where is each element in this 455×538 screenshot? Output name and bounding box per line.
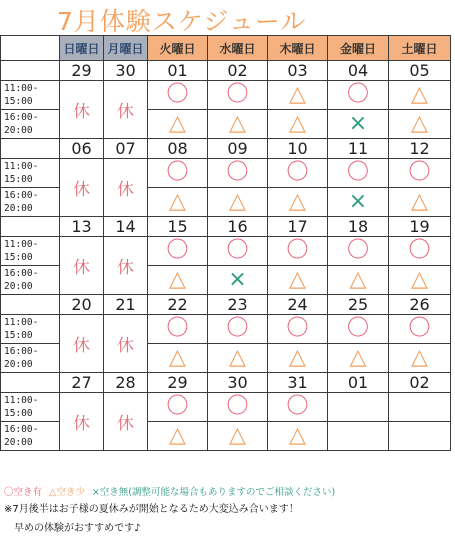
date-cell: 27 (60, 373, 104, 393)
date-row-blank (1, 139, 60, 159)
time-end: 20:00 (4, 437, 33, 448)
availability-cell: △ (148, 188, 208, 217)
availability-cell: 〇 (148, 81, 208, 110)
availability-cell: 〇 (328, 237, 389, 266)
availability-cell: 〇 (389, 159, 451, 188)
time-slot-2 (1, 266, 60, 295)
date-cell: 20 (60, 295, 104, 315)
time-start: 16:00- (4, 268, 39, 279)
date-cell: 02 (389, 373, 451, 393)
time-end: 15:00 (4, 330, 33, 341)
slot-row (1, 393, 451, 422)
time-end: 20:00 (4, 281, 33, 292)
time-slot-1 (1, 315, 60, 344)
legend-item: ×空き無(調整可能な場合もありますのでご相談ください) (91, 487, 336, 498)
legend (4, 484, 342, 498)
date-cell: 28 (104, 373, 148, 393)
availability-cell: 〇 (208, 159, 268, 188)
date-row-blank (1, 61, 60, 81)
closed-cell: 休 (60, 393, 104, 451)
availability-cell (389, 393, 451, 422)
availability-cell: △ (328, 266, 389, 295)
date-cell: 10 (268, 139, 328, 159)
availability-cell: △ (208, 188, 268, 217)
availability-cell: 〇 (389, 237, 451, 266)
closed-cell: 休 (104, 393, 148, 451)
schedule-table (0, 35, 451, 451)
availability-cell: 〇 (208, 393, 268, 422)
availability-cell: 〇 (148, 159, 208, 188)
time-end: 15:00 (4, 408, 33, 419)
header-3: 水曜日 (208, 36, 268, 61)
availability-cell: 〇 (208, 237, 268, 266)
time-start: 16:00- (4, 346, 39, 357)
closed-cell: 休 (104, 81, 148, 139)
availability-cell: 〇 (328, 81, 389, 110)
header-0: 日曜日 (60, 36, 104, 61)
availability-cell: △ (148, 266, 208, 295)
date-cell: 04 (328, 61, 389, 81)
availability-cell: 〇 (148, 315, 208, 344)
header-1: 月曜日 (104, 36, 148, 61)
availability-cell (389, 422, 451, 451)
availability-cell: 〇 (148, 393, 208, 422)
date-cell: 07 (104, 139, 148, 159)
date-cell: 24 (268, 295, 328, 315)
date-cell: 16 (208, 217, 268, 237)
time-start: 16:00- (4, 112, 39, 123)
date-row (1, 61, 451, 81)
date-cell: 01 (328, 373, 389, 393)
time-start: 11:00- (4, 395, 39, 406)
date-cell: 08 (148, 139, 208, 159)
date-cell: 06 (60, 139, 104, 159)
time-slot-1 (1, 237, 60, 266)
date-cell: 17 (268, 217, 328, 237)
date-cell: 13 (60, 217, 104, 237)
date-cell: 22 (148, 295, 208, 315)
date-cell: 30 (208, 373, 268, 393)
time-slot-1 (1, 159, 60, 188)
date-row (1, 217, 451, 237)
time-slot-1 (1, 393, 60, 422)
date-row-blank (1, 373, 60, 393)
slot-row (1, 237, 451, 266)
availability-cell (328, 422, 389, 451)
time-slot-2 (1, 110, 60, 139)
time-start: 11:00- (4, 317, 39, 328)
header-5: 金曜日 (328, 36, 389, 61)
closed-cell: 休 (60, 315, 104, 373)
closed-cell: 休 (60, 159, 104, 217)
time-end: 20:00 (4, 203, 33, 214)
time-slot-2 (1, 422, 60, 451)
time-start: 11:00- (4, 83, 39, 94)
header-6: 土曜日 (389, 36, 451, 61)
date-row (1, 139, 451, 159)
availability-cell: △ (268, 266, 328, 295)
closed-cell: 休 (104, 315, 148, 373)
date-cell: 11 (328, 139, 389, 159)
date-row (1, 373, 451, 393)
time-start: 16:00- (4, 424, 39, 435)
time-end: 15:00 (4, 174, 33, 185)
availability-cell: 〇 (208, 81, 268, 110)
date-cell: 02 (208, 61, 268, 81)
slot-row (1, 315, 451, 344)
page-title: 7月体験スケジュール (57, 7, 307, 36)
date-cell: 18 (328, 217, 389, 237)
availability-cell: △ (268, 188, 328, 217)
date-cell: 23 (208, 295, 268, 315)
availability-cell: △ (268, 110, 328, 139)
time-end: 15:00 (4, 252, 33, 263)
legend-item: △空き少 (49, 487, 85, 498)
time-slot-2 (1, 344, 60, 373)
availability-cell: × (328, 188, 389, 217)
availability-cell: 〇 (268, 237, 328, 266)
date-cell: 09 (208, 139, 268, 159)
availability-cell: △ (148, 344, 208, 373)
availability-cell: △ (328, 344, 389, 373)
date-cell: 15 (148, 217, 208, 237)
availability-cell: 〇 (268, 393, 328, 422)
note-line-1: ※7月後半はお子様の夏休みが開始となるため大変込み合います！ (4, 504, 299, 515)
availability-cell: 〇 (268, 315, 328, 344)
date-cell: 30 (104, 61, 148, 81)
legend-item: 〇空き有 (4, 487, 43, 498)
date-cell: 29 (60, 61, 104, 81)
closed-cell: 休 (60, 237, 104, 295)
time-end: 20:00 (4, 125, 33, 136)
closed-cell: 休 (104, 159, 148, 217)
availability-cell: △ (389, 188, 451, 217)
time-end: 20:00 (4, 359, 33, 370)
availability-cell: × (328, 110, 389, 139)
date-cell: 26 (389, 295, 451, 315)
availability-cell: △ (389, 266, 451, 295)
date-cell: 14 (104, 217, 148, 237)
slot-row (1, 81, 451, 110)
time-end: 15:00 (4, 96, 33, 107)
availability-cell: △ (208, 110, 268, 139)
closed-cell: 休 (104, 237, 148, 295)
date-cell: 12 (389, 139, 451, 159)
availability-cell: △ (389, 344, 451, 373)
availability-cell: △ (148, 422, 208, 451)
availability-cell: △ (268, 422, 328, 451)
availability-cell: △ (148, 110, 208, 139)
header-row (1, 36, 451, 61)
date-cell: 19 (389, 217, 451, 237)
time-start: 11:00- (4, 161, 39, 172)
time-slot-1 (1, 81, 60, 110)
slot-row (1, 159, 451, 188)
date-cell: 21 (104, 295, 148, 315)
date-cell: 05 (389, 61, 451, 81)
time-slot-2 (1, 188, 60, 217)
availability-cell: △ (268, 344, 328, 373)
availability-cell: 〇 (148, 237, 208, 266)
date-cell: 25 (328, 295, 389, 315)
date-row (1, 295, 451, 315)
availability-cell: 〇 (389, 315, 451, 344)
date-row-blank (1, 295, 60, 315)
availability-cell: △ (208, 422, 268, 451)
note-line-2: 早めの体験がおすすめです♪ (4, 523, 141, 534)
time-start: 11:00- (4, 239, 39, 250)
header-2: 火曜日 (148, 36, 208, 61)
availability-cell: 〇 (268, 159, 328, 188)
availability-cell: × (208, 266, 268, 295)
availability-cell: 〇 (328, 159, 389, 188)
header-corner (1, 36, 60, 61)
date-cell: 03 (268, 61, 328, 81)
availability-cell: 〇 (328, 315, 389, 344)
date-row-blank (1, 217, 60, 237)
header-4: 木曜日 (268, 36, 328, 61)
closed-cell: 休 (60, 81, 104, 139)
date-cell: 01 (148, 61, 208, 81)
availability-cell (328, 393, 389, 422)
date-cell: 31 (268, 373, 328, 393)
availability-cell: △ (268, 81, 328, 110)
time-start: 16:00- (4, 190, 39, 201)
availability-cell: △ (389, 81, 451, 110)
date-cell: 29 (148, 373, 208, 393)
availability-cell: 〇 (208, 315, 268, 344)
availability-cell: △ (208, 344, 268, 373)
availability-cell: △ (389, 110, 451, 139)
